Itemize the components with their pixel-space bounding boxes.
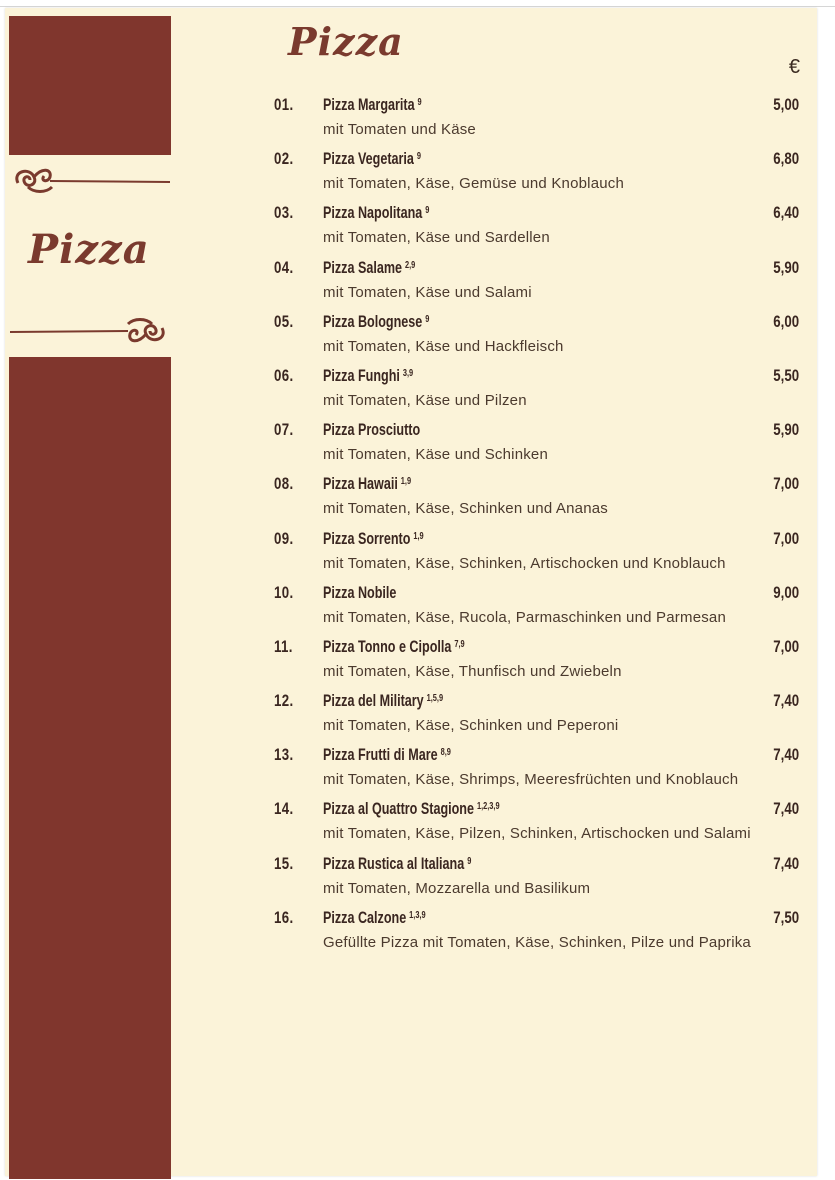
item-description: Gefüllte Pizza mit Tomaten, Käse, Schinken, Pilze und Paprika [323,933,751,951]
item-number: 03. [274,203,294,223]
item-description: mit Tomaten, Mozzarella und Basilikum [323,879,591,897]
item-price: 7,40 [773,799,799,819]
item-number: 01. [274,95,294,114]
item-number: 10. [274,582,294,602]
item-name: Pizza Sorrento $^{1,9}$ [323,528,424,548]
scan-edge-line [0,6,835,7]
item-name: Pizza Hawaii $^{1,9}$ [323,474,412,494]
menu-item [270,146,805,200]
item-name: Pizza al Quattro Stagione $^{1,2,3,9}$ [323,799,500,819]
item-allergens: 3,9 [402,367,414,379]
item-name: Pizza Margarita $^9$ [323,95,422,114]
sidebar-panel-top [9,16,171,155]
item-allergens: 9 [425,205,430,217]
pizza-menu-list [270,92,805,959]
item-description: mit Tomaten, Käse, Schinken und Peperoni [323,717,619,735]
item-price: 6,40 [773,203,799,223]
item-description: mit Tomaten und Käse [323,121,476,138]
currency-label: € [788,56,800,78]
menu-item [270,200,805,254]
item-price: 5,90 [773,257,799,277]
item-price: 7,00 [773,528,799,548]
menu-item [270,471,805,525]
item-number: 13. [274,745,294,765]
item-name: Pizza Napolitana $^9$ [323,203,430,223]
menu-item [270,742,805,796]
item-price: 7,00 [773,474,799,494]
ornament-flourish-top-icon [8,163,172,197]
item-number: 14. [274,799,294,819]
ornament-flourish-bottom-icon [8,314,172,348]
menu-item [270,363,805,417]
item-allergens: 2,9 [404,259,416,271]
item-description: mit Tomaten, Käse, Schinken, Artischocken und Knoblauch [323,554,726,572]
item-allergens: 7,9 [454,638,465,650]
item-allergens: 1,9 [400,476,412,488]
item-name: Pizza Tonno e Cipolla $^{7,9}$ [323,636,465,656]
item-price: 7,50 [773,907,799,927]
item-description: mit Tomaten, Käse, Shrimps, Meeresfrüchten und Knoblauch [323,771,739,789]
menu-item [270,905,805,959]
item-description: mit Tomaten, Käse, Rucola, Parmaschinken und Parmesan [323,608,727,626]
item-price: 7,40 [773,853,799,873]
item-name: Pizza Bolognese $^9$ [323,311,430,331]
item-allergens: 8,9 [440,747,451,759]
menu-item [270,92,805,146]
menu-item [270,526,805,580]
item-price: 5,90 [773,420,799,440]
menu-item [270,851,805,905]
item-allergens: 1,3,9 [409,909,426,921]
item-number: 09. [274,528,294,548]
item-allergens: 9 [416,151,421,163]
item-description: mit Tomaten, Käse und Sardellen [323,229,550,247]
item-name: Pizza Frutti di Mare $^{8,9}$ [323,745,451,765]
item-description: mit Tomaten, Käse und Salami [323,283,532,301]
sidebar-panel-bottom [9,357,171,1179]
item-description: mit Tomaten, Käse, Gemüse und Knoblauch [323,175,625,193]
item-number: 15. [274,853,294,873]
page-title: Pizza [288,19,404,64]
menu-item [270,417,805,471]
menu-item [270,634,805,688]
menu-item [270,580,805,634]
item-name: Pizza Salame $^{2,9}$ [323,257,416,277]
item-description: mit Tomaten, Käse und Schinken [323,446,549,464]
item-description: mit Tomaten, Käse und Hackfleisch [323,337,564,355]
item-allergens: 9 [417,97,422,108]
item-name: Pizza Rustica al Italiana $^9$ [323,853,472,873]
item-price: 9,00 [773,582,799,602]
item-number: 16. [274,907,294,927]
item-price: 5,00 [773,95,799,114]
item-price: 6,80 [773,149,799,169]
item-number: 07. [274,420,294,440]
item-allergens: 1,2,3,9 [476,801,500,813]
item-number: 08. [274,474,294,494]
item-price: 5,50 [773,365,799,385]
item-allergens: 1,5,9 [426,693,444,705]
menu-item [270,309,805,363]
item-name: Pizza Calzone $^{1,3,9}$ [323,907,426,927]
item-name: Pizza Prosciutto [323,420,421,440]
item-allergens: 9 [467,855,472,867]
sidebar-title: Pizza [28,226,150,273]
item-number: 05. [274,311,294,331]
menu-item [270,688,805,742]
item-number: 11. [274,636,293,656]
item-price: 7,40 [773,691,799,711]
item-number: 02. [274,149,294,169]
item-number: 04. [274,257,294,277]
item-name: Pizza Vegetaria $^9$ [323,149,421,169]
menu-item [270,796,805,850]
item-description: mit Tomaten, Käse, Schinken und Ananas [323,500,608,518]
item-price: 7,40 [773,745,799,765]
item-description: mit Tomaten, Käse, Pilzen, Schinken, Artischocken und Salami [323,825,751,843]
item-description: mit Tomaten, Käse und Pilzen [323,391,527,409]
item-allergens: 9 [425,313,430,325]
item-price: 6,00 [773,311,799,331]
menu-item [270,255,805,309]
item-name: Pizza Nobile [323,582,397,602]
item-number: 06. [274,365,294,385]
item-price: 7,00 [773,636,799,656]
item-description: mit Tomaten, Käse, Thunfisch und Zwiebeln [323,662,622,680]
item-allergens: 1,9 [413,530,424,542]
item-number: 12. [274,691,294,711]
item-name: Pizza del Military $^{1,5,9}$ [323,691,444,711]
item-name: Pizza Funghi $^{3,9}$ [323,365,414,385]
